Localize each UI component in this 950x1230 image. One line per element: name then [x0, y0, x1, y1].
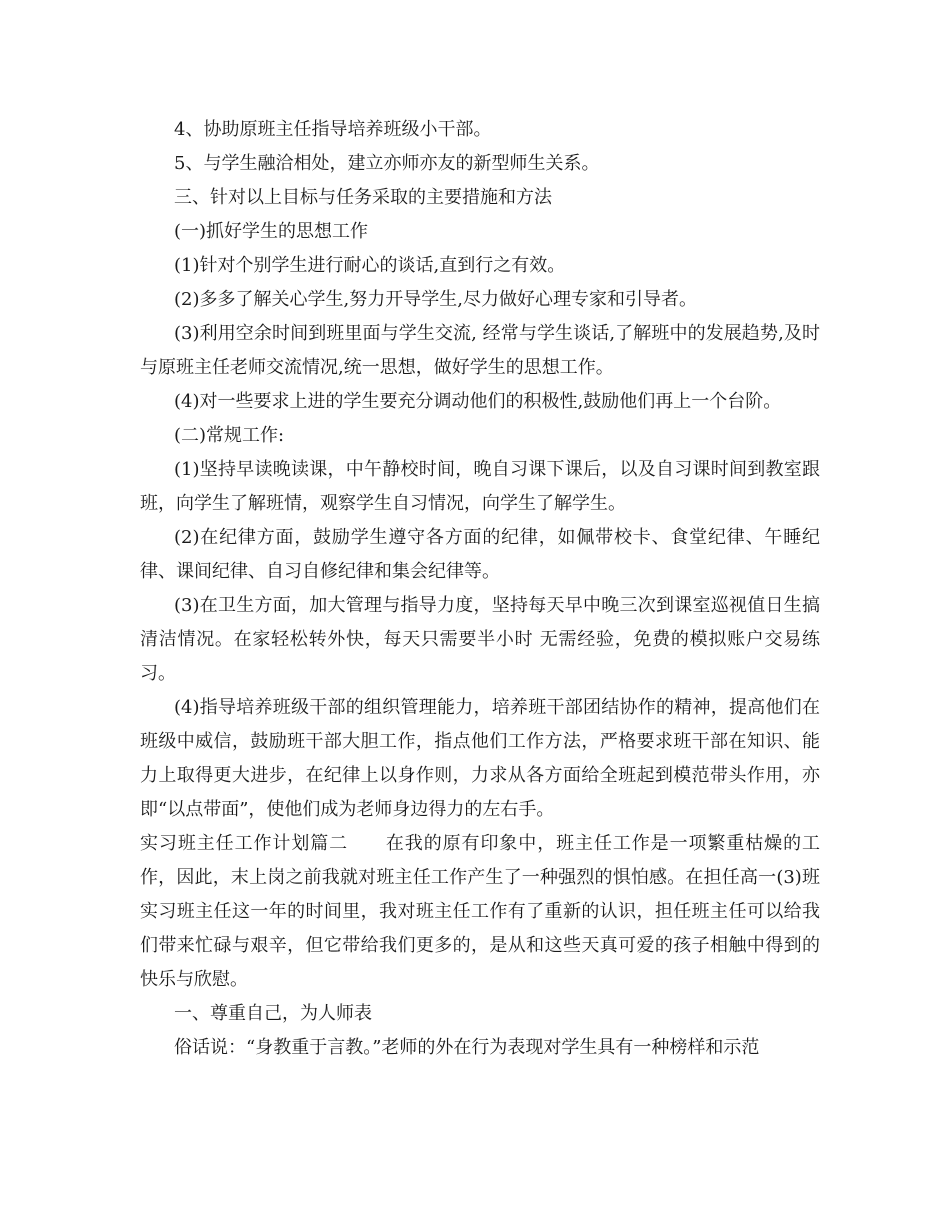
paragraph-measure-4: (4)对一些要求上进的学生要充分调动他们的积极性,鼓励他们再上一个台阶。: [174, 391, 782, 412]
paragraph-part-two-intro: 实习班主任工作计划篇二 在我的原有印象中，班主任工作是一项繁重枯燥的工作，因此，末上岗之前我就对班主任工作产生了一种强烈的惧怕感。在担任高一(3)班实习班主任这一年的时间里，我对班主任工作有了重新的认识，担任班主任可以给我们带来忙碌与艰辛，但它带给我们更多的，是从和这些天真可爱的孩子相触中得到的快乐与欣慰。: [140, 833, 820, 990]
section-heading-three: 三、针对以上目标与任务采取的主要措施和方法: [174, 187, 552, 208]
paragraph-routine-3: (3)在卫生方面，加大管理与指导力度，坚持每天早中晚三次到课室巡视值日生搞清洁情况。在家轻松转外快，每天只需要半小时 无需经验，免费的模拟账户交易练习。: [140, 595, 820, 684]
paragraph-measure-3: (3)利用空余时间到班里面与学生交流, 经常与学生谈话,了解班中的发展趋势,及时与原班主任老师交流情况,统一思想，做好学生的思想工作。: [140, 323, 820, 378]
subheading-ideological-work: (一)抓好学生的思想工作: [174, 221, 369, 242]
paragraph-routine-2: (2)在纪律方面，鼓励学生遵守各方面的纪律，如佩带校卡、食堂纪律、午睡纪律、课间纪律、自习自修纪律和集会纪律等。: [140, 527, 820, 582]
paragraph-routine-1: (1)坚持早读晚读课，中午静校时间，晚自习课下课后，以及自习课时间到教室跟班，向学生了解班情，观察学生自习情况，向学生了解学生。: [140, 459, 820, 514]
subheading-routine-work: (二)常规工作:: [174, 425, 285, 446]
paragraph-measure-2: (2)多多了解关心学生,努力开导学生,尽力做好心理专家和引导者。: [174, 289, 697, 310]
section-heading-respect-self: 一、尊重自己，为人师表: [174, 1003, 372, 1024]
paragraph-proverb: 俗话说：“身教重于言教。”老师的外在行为表现对学生具有一种榜样和示范: [174, 1037, 760, 1058]
paragraph-measure-1: (1)针对个别学生进行耐心的谈话,直到行之有效。: [174, 255, 566, 276]
paragraph-routine-4: (4)指导培养班级干部的组织管理能力，培养班干部团结协作的精神，提高他们在班级中威信，鼓励班干部大胆工作，指点他们工作方法，严格要求班干部在知识、能力上取得更大进步，在纪律上以身作则，力求从各方面给全班起到模范带头作用，亦即“以点带面”，使他们成为老师身边得力的左右手。: [140, 697, 820, 820]
paragraph-item-4: 4、协助原班主任指导培养班级小干部。: [174, 119, 492, 140]
paragraph-item-5: 5、与学生融洽相处，建立亦师亦友的新型师生关系。: [174, 153, 600, 174]
document-body: [140, 113, 820, 1065]
